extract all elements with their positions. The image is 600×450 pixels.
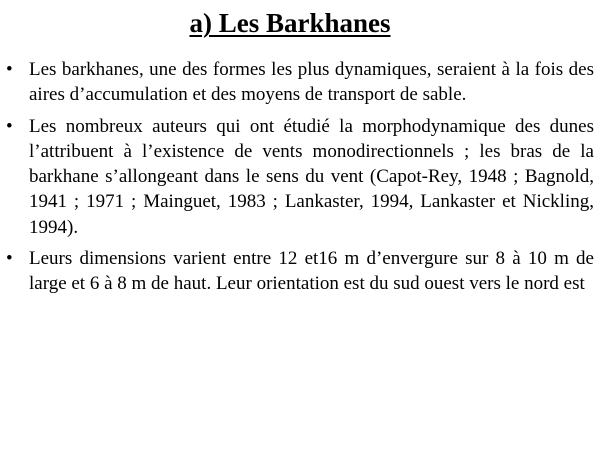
- bullet-item: [0, 246, 600, 297]
- bullet-text: Leurs dimensions varient entre 12 et16 m d’envergure sur 8 à 10 m de large et 6 à 8 m de haut. Leur orientation est du sud ouest vers le nord est: [29, 248, 594, 295]
- bullet-text: Les barkhanes, une des formes les plus dynamiques, seraient à la fois des aires d’accumulation et des moyens de transport de sable.: [29, 59, 594, 106]
- bullet-dot-icon: •: [6, 115, 13, 137]
- bullet-item: [0, 57, 600, 108]
- bullet-item: [0, 114, 600, 240]
- bullet-text: Les nombreux auteurs qui ont étudié la morphodynamique des dunes l’attribuent à l’existence de vents monodirectionnels ; les bras de la barkhane s’allongeant dans le sens du vent (Capot-Rey, 1948 ; Bagnold, 1941 ; 1971 ; Mainguet, 1983 ; Lankaster, 1994, Lankaster et Nickling, 1994).: [29, 115, 594, 238]
- bullet-list: [0, 57, 600, 303]
- slide-title: [0, 6, 580, 40]
- bullet-dot-icon: •: [6, 59, 13, 80]
- bullet-dot-icon: •: [6, 248, 13, 270]
- slide-title-text: a) Les Barkhanes: [189, 8, 391, 38]
